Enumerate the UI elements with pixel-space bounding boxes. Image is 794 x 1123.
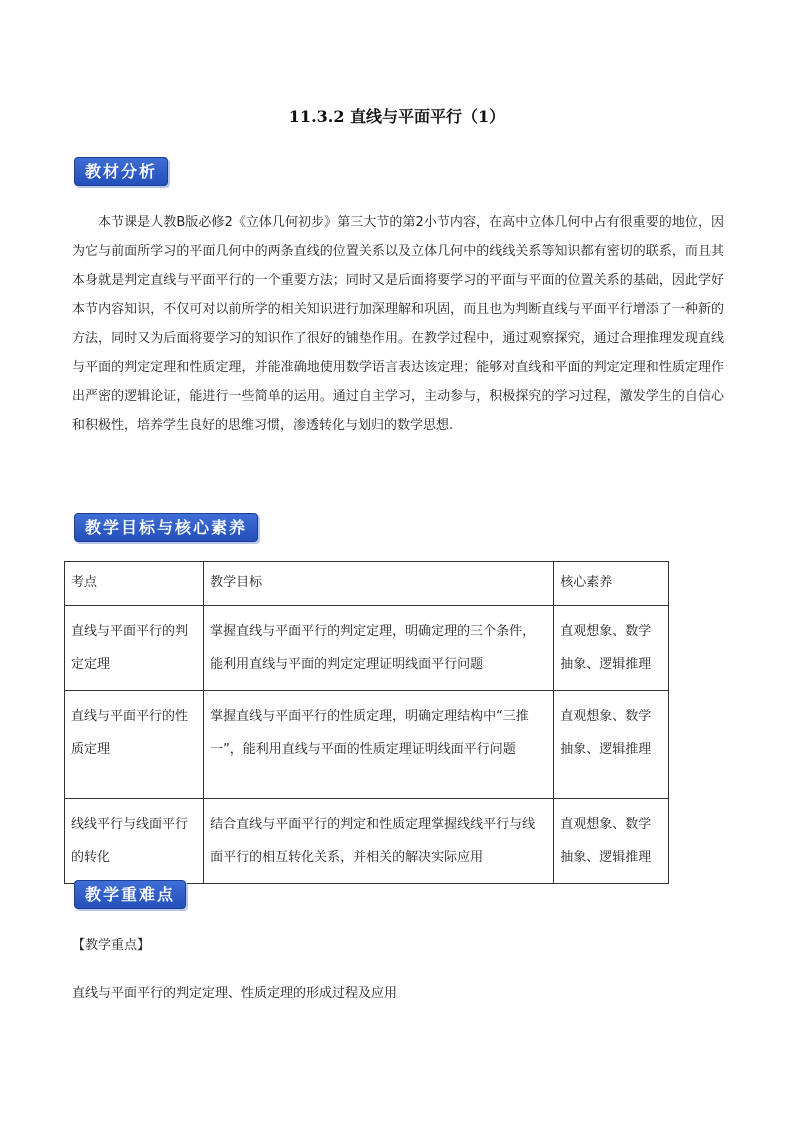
table-header-cell: 核心素养 xyxy=(554,562,669,606)
table-cell: 直观想象、数学抽象、逻辑推理 xyxy=(554,606,669,691)
table-cell: 直线与平面平行的判定定理 xyxy=(65,606,204,691)
document-title: 11.3.2 直线与平面平行（1） xyxy=(288,107,506,126)
goals-table xyxy=(64,561,669,884)
table-header-row xyxy=(65,562,669,606)
section-heading-analysis: 教材分析 xyxy=(74,157,168,186)
table-header-cell: 教学目标 xyxy=(204,562,554,606)
table-row xyxy=(65,606,669,691)
table-cell: 结合直线与平面平行的判定和性质定理掌握线线平行与线面平行的相互转化关系，并相关的解决实际应用 xyxy=(204,799,554,884)
analysis-paragraph: 本节课是人教B版必修2《立体几何初步》第三大节的第2小节内容，在高中立体几何中占有很重要的地位，因为它与前面所学习的平面几何中的两条直线的位置关系以及立体几何中的线线关系等知识都有密切的联系，而且其本身就是判定直线与平面平行的一个重要方法；同时又是后面将要学习的平面与平面的位置关系的基础，因此学好本节内容知识，不仅可对以前所学的相关知识进行加深理解和巩固，而且也为判断直线与平面平行增添了一种新的方法，同时又为后面将要学习的知识作了很好的铺垫作用。在教学过程中，通过观察探究，通过合理推理发现直线与平面的判定定理和性质定理，并能准确地使用数学语言表达该定理；能够对直线和平面的判定定理和性质定理作出严密的逻辑论证，能进行一些简单的运用。通过自主学习，主动参与，积极探究的学习过程，激发学生的自信心和积极性，培养学生良好的思维习惯，渗透转化与划归的数学思想. xyxy=(72,215,724,433)
table-cell: 直观想象、数学抽象、逻辑推理 xyxy=(554,799,669,884)
table-cell: 直线与平面平行的性质定理 xyxy=(65,691,204,799)
section-heading-goals: 教学目标与核心素养 xyxy=(74,513,258,542)
section-heading-difficulty: 教学重难点 xyxy=(74,880,186,909)
table-row xyxy=(65,799,669,884)
table-cell: 线线平行与线面平行的转化 xyxy=(65,799,204,884)
table-row xyxy=(65,691,669,799)
table-header-cell: 考点 xyxy=(65,562,204,606)
table-cell: 直观想象、数学抽象、逻辑推理 xyxy=(554,691,669,799)
table-cell: 掌握直线与平面平行的判定定理，明确定理的三个条件，能利用直线与平面的判定定理证明线面平行问题 xyxy=(204,606,554,691)
key-point-text: 直线与平面平行的判定定理、性质定理的形成过程及应用 xyxy=(72,986,398,1001)
table-cell: 掌握直线与平面平行的性质定理，明确定理结构中“三推一”，能利用直线与平面的性质定理证明线面平行问题 xyxy=(204,691,554,799)
key-point-label: 【教学重点】 xyxy=(72,938,151,953)
